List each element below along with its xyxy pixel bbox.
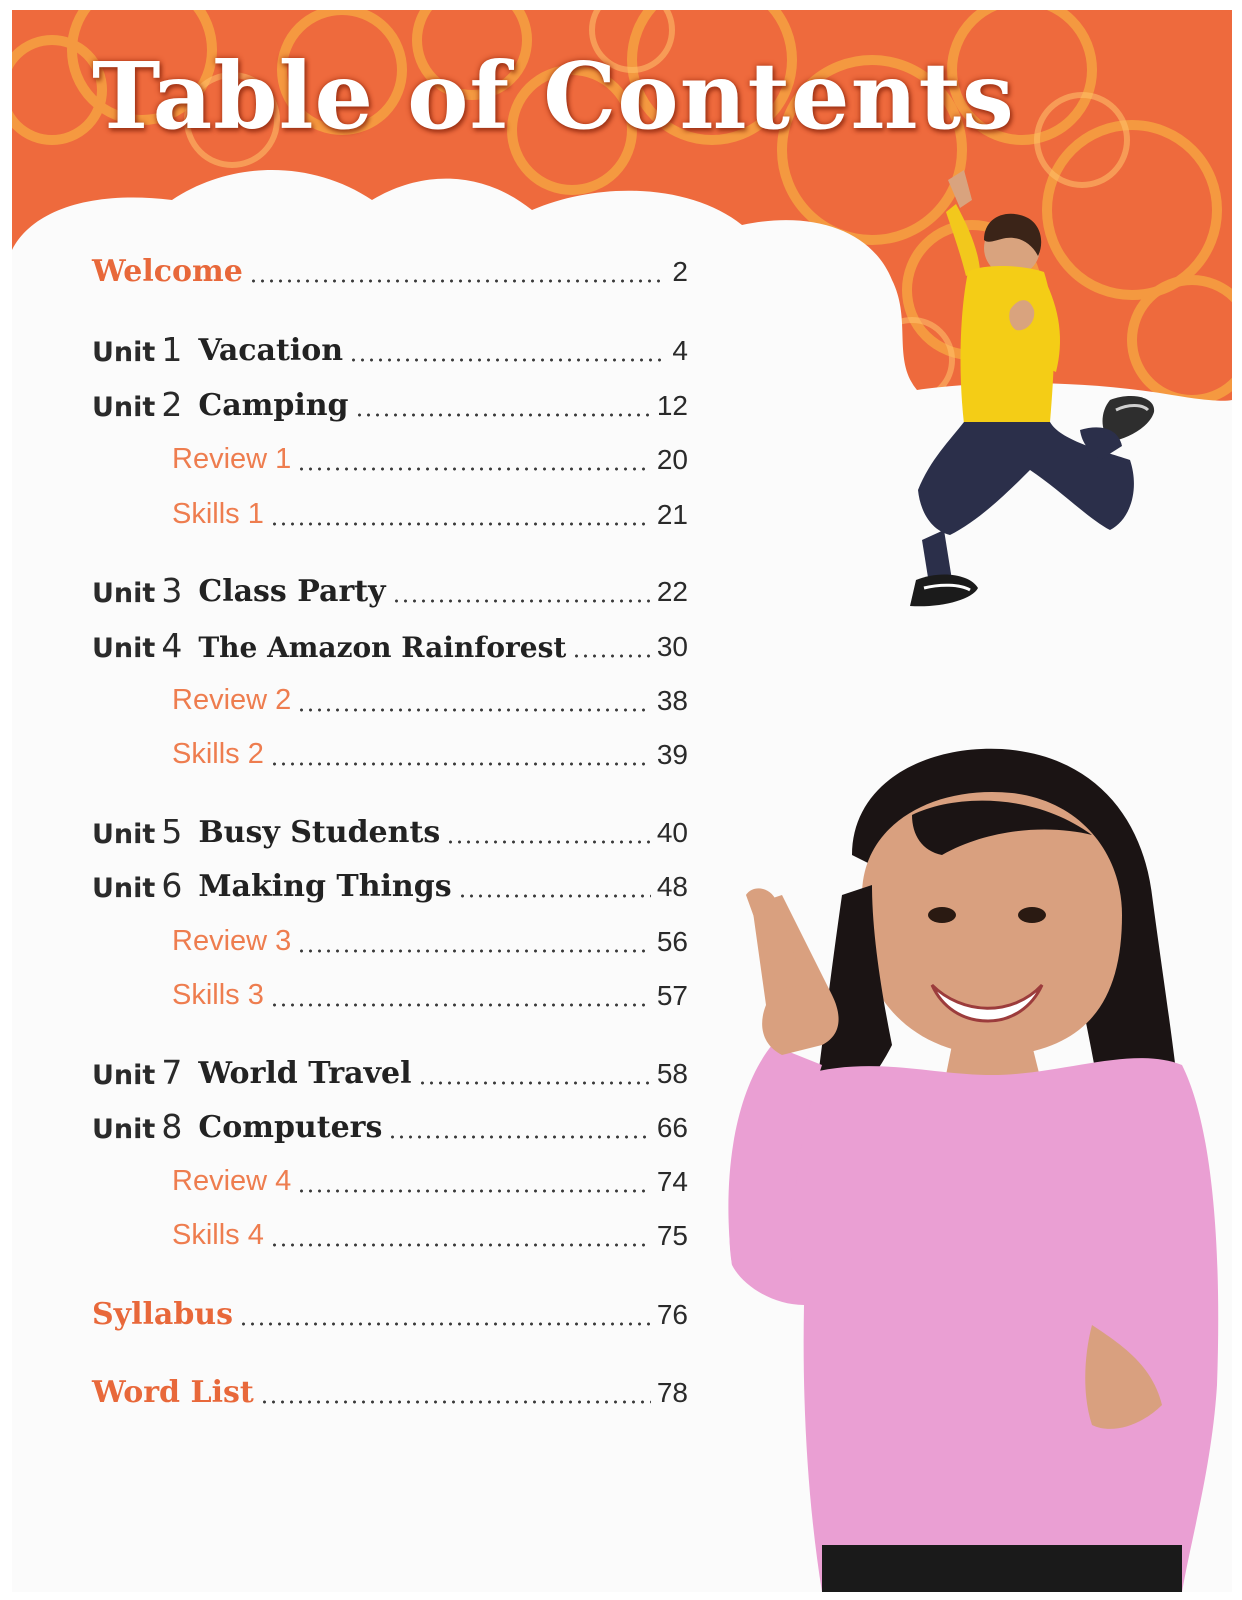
toc-entry-review-1[interactable] <box>172 436 688 480</box>
dot-leader <box>458 894 651 898</box>
toc-page-number: 76 <box>656 1299 688 1330</box>
dot-leader <box>270 1243 651 1247</box>
dot-leader <box>239 1322 651 1326</box>
toc-entry-title: Review 2 <box>172 684 292 716</box>
toc-entry-syllabus[interactable] <box>92 1291 688 1335</box>
pointing-girl-photo <box>712 745 1232 1592</box>
document-page <box>12 10 1232 1592</box>
dot-leader <box>297 467 651 471</box>
dot-leader <box>297 708 651 712</box>
toc-entry-review-2[interactable] <box>172 677 688 721</box>
toc-entry-word-list[interactable] <box>92 1369 688 1413</box>
toc-entry-title: Skills 2 <box>172 738 264 770</box>
dot-leader <box>260 1400 651 1404</box>
toc-entry-unit-2[interactable] <box>92 382 688 426</box>
dot-leader <box>392 599 651 603</box>
girl-figure <box>728 749 1218 1592</box>
toc-entry-review-3[interactable] <box>172 918 688 962</box>
jumping-boy-photo <box>860 160 1160 630</box>
dot-leader <box>572 654 651 658</box>
dot-leader <box>249 279 667 283</box>
dot-leader <box>270 522 651 526</box>
toc-entry-welcome[interactable] <box>92 248 688 292</box>
toc-page-number: 57 <box>656 980 688 1011</box>
toc-entry-unit-4[interactable] <box>92 623 688 667</box>
toc-page-number: 20 <box>656 444 688 475</box>
toc-entry-skills-4[interactable] <box>172 1212 688 1256</box>
unit-number: 2 <box>161 385 183 424</box>
toc-page-number: 48 <box>656 871 688 902</box>
unit-label: Unit <box>92 873 156 904</box>
unit-number: 5 <box>161 812 183 851</box>
toc-entry-title: Welcome <box>92 254 243 289</box>
dot-leader <box>349 358 666 362</box>
unit-number: 8 <box>161 1107 183 1146</box>
dot-leader <box>270 1003 651 1007</box>
dot-leader <box>446 840 651 844</box>
toc-page-number: 12 <box>656 390 688 421</box>
toc-page-number: 21 <box>656 499 688 530</box>
toc-entry-unit-1[interactable] <box>92 327 688 371</box>
toc-entry-unit-5[interactable] <box>92 809 688 853</box>
toc-entry-title: Vacation <box>198 333 344 368</box>
toc-entry-title: Skills 4 <box>172 1219 264 1251</box>
unit-number: 1 <box>161 330 183 369</box>
toc-page-number: 22 <box>656 576 688 607</box>
dot-leader <box>297 1189 651 1193</box>
toc-entry-title: Camping <box>198 388 349 423</box>
toc-page-number: 39 <box>656 739 688 770</box>
toc-entry-title: World Travel <box>198 1056 412 1091</box>
toc-entry-skills-1[interactable] <box>172 491 688 535</box>
toc-entry-title: Computers <box>198 1110 383 1145</box>
toc-page-number: 2 <box>672 256 688 287</box>
toc-entry-title: Making Things <box>198 869 452 904</box>
toc-page-number: 38 <box>656 685 688 716</box>
toc-entry-title: The Amazon Rainforest <box>198 631 567 664</box>
unit-number: 6 <box>161 866 183 905</box>
unit-label: Unit <box>92 337 156 368</box>
toc-page-number: 66 <box>656 1112 688 1143</box>
page-title: Table of Contents <box>92 42 1015 150</box>
toc-page-number: 4 <box>672 335 688 366</box>
toc-page-number: 30 <box>656 631 688 662</box>
toc-page-number: 58 <box>656 1058 688 1089</box>
toc-entry-unit-6[interactable] <box>92 863 688 907</box>
toc-page-number: 78 <box>656 1377 688 1408</box>
unit-label: Unit <box>92 392 156 423</box>
toc-entry-title: Review 3 <box>172 925 292 957</box>
toc-page-number: 40 <box>656 817 688 848</box>
toc-entry-title: Class Party <box>198 574 386 609</box>
toc-entry-title: Skills 1 <box>172 498 264 530</box>
toc-entry-title: Review 1 <box>172 443 292 475</box>
toc-entry-skills-3[interactable] <box>172 972 688 1016</box>
toc-entry-review-4[interactable] <box>172 1158 688 1202</box>
dot-leader <box>297 949 651 953</box>
unit-label: Unit <box>92 578 156 609</box>
toc-entry-unit-7[interactable] <box>92 1050 688 1094</box>
toc-entry-unit-8[interactable] <box>92 1104 688 1148</box>
toc-page-number: 56 <box>656 926 688 957</box>
unit-label: Unit <box>92 819 156 850</box>
toc-entry-title: Syllabus <box>92 1297 234 1332</box>
dot-leader <box>270 762 651 766</box>
toc-entry-title: Busy Students <box>198 815 441 850</box>
dot-leader <box>388 1135 650 1139</box>
dot-leader <box>355 413 651 417</box>
unit-number: 3 <box>161 571 183 610</box>
toc-page-number: 74 <box>656 1166 688 1197</box>
boy-figure <box>910 170 1154 606</box>
dot-leader <box>418 1081 651 1085</box>
unit-label: Unit <box>92 1114 156 1145</box>
unit-label: Unit <box>92 633 156 664</box>
toc-page-number: 75 <box>656 1220 688 1251</box>
toc-entry-title: Word List <box>92 1375 254 1410</box>
toc-entry-skills-2[interactable] <box>172 731 688 775</box>
toc-entry-unit-3[interactable] <box>92 568 688 612</box>
unit-number: 4 <box>161 626 183 665</box>
toc-entry-title: Skills 3 <box>172 979 264 1011</box>
unit-number: 7 <box>161 1053 183 1092</box>
toc-entry-title: Review 4 <box>172 1165 292 1197</box>
unit-label: Unit <box>92 1060 156 1091</box>
